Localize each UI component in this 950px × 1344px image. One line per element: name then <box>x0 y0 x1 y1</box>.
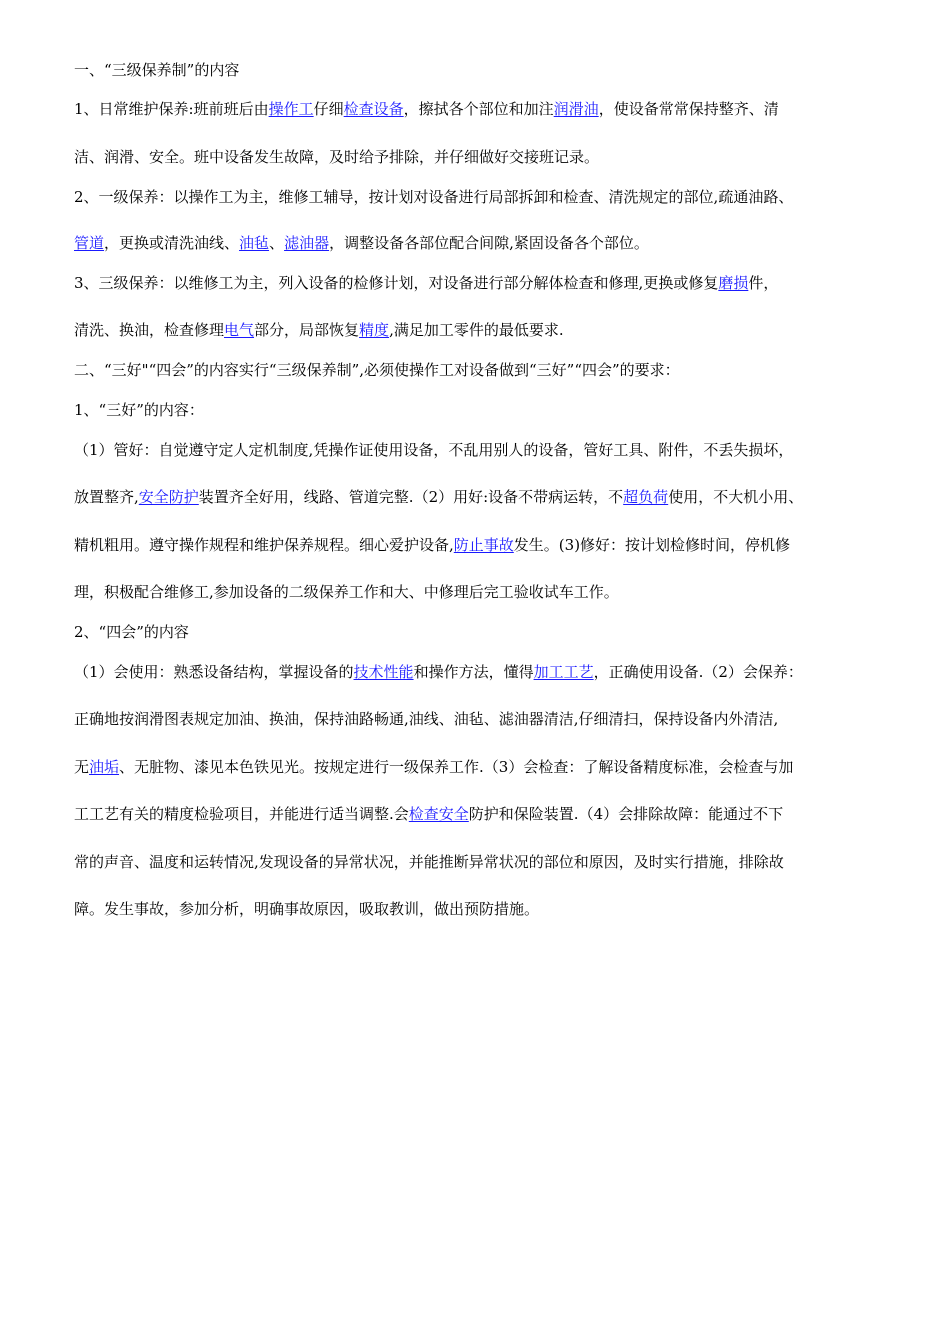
text: 放置整齐, <box>74 488 139 506</box>
text: 正确地按润滑图表规定加油、换油，保持油路畅通,油线、油毡、滤油器清洁,仔细清扫，保持设备内外清洁, <box>74 710 779 728</box>
text: ，更换或清洗油线、 <box>104 234 240 252</box>
text: ，正确使用设备.（2）会保养： <box>593 663 803 681</box>
text: 工工艺有关的精度检验项目，并能进行适当调整.会 <box>74 805 409 823</box>
text: 发生。(3)修好：按计划检修时间，停机修 <box>513 536 791 554</box>
text: 清洗、换油，检查修理 <box>74 321 225 339</box>
text: 防护和保险装置.（4）会排除故障：能通过不下 <box>468 805 784 823</box>
subsection-heading <box>74 622 189 642</box>
link-safety-protection[interactable]: 安全防护 <box>138 488 199 506</box>
subsection-heading <box>74 400 204 420</box>
paragraph-line <box>74 899 539 919</box>
section-heading-2 <box>74 360 680 380</box>
paragraph-line <box>74 187 793 207</box>
link-overload[interactable]: 超负荷 <box>623 488 669 506</box>
text: 障。发生事故，参加分析，明确事故原因，吸取教训，做出预防措施。 <box>74 900 540 918</box>
text: 使用，不大机小用、 <box>668 488 804 506</box>
link-oil-filter[interactable]: 滤油器 <box>284 234 330 252</box>
paragraph-line <box>74 273 778 293</box>
text: 和操作方法，懂得 <box>413 663 534 681</box>
text: 二、“三好"“四会”的内容实行“三级保养制”,必须使操作工对设备做到“三好”“四会”的要求： <box>74 361 680 379</box>
text: 理，积极配合维修工,参加设备的二级保养工作和大、中修理后完工验收试车工作。 <box>74 583 619 601</box>
paragraph-line <box>74 709 778 729</box>
paragraph-line <box>74 582 619 602</box>
paragraph-line <box>74 487 803 507</box>
text: 装置齐全好用，线路、管道完整.（2）用好:设备不带病运转，不 <box>198 488 624 506</box>
text: 洁、润滑、安全。班中设备发生故障，及时给予排除，并仔细做好交接班记录。 <box>74 148 600 166</box>
text: 常的声音、温度和运转情况,发现设备的异常状况，并能推断异常状况的部位和原因，及时实行措施，排除故 <box>74 853 784 871</box>
text: 2、一级保养：以操作工为主，维修工辅导，按计划对设备进行局部拆卸和检查、清洗规定的部位,疏通油路、 <box>74 188 794 206</box>
link-oil-felt[interactable]: 油毡 <box>239 234 270 252</box>
text: ，使设备常常保持整齐、清 <box>598 100 779 118</box>
text: ，调整设备各部位配合间隙,紧固设备各个部位。 <box>329 234 649 252</box>
text: 件， <box>748 274 779 292</box>
link-precision[interactable]: 精度 <box>359 321 390 339</box>
paragraph-line <box>74 147 599 167</box>
paragraph-line <box>74 662 803 682</box>
text: ，擦拭各个部位和加注 <box>403 100 554 118</box>
link-machining-process[interactable]: 加工工艺 <box>533 663 594 681</box>
link-inspect-equipment[interactable]: 检查设备 <box>343 100 404 118</box>
paragraph-line <box>74 535 790 555</box>
text: 、无脏物、漆见本色铁见光。按规定进行一级保养工作.（3）会检查：了解设备精度标准，会检查与加 <box>119 758 794 776</box>
text: 1、“三好”的内容： <box>74 401 204 419</box>
text: ,满足加工零件的最低要求. <box>389 321 564 339</box>
link-oil-dirt[interactable]: 油垢 <box>89 758 120 776</box>
paragraph-line <box>74 757 793 777</box>
link-pipeline[interactable]: 管道 <box>74 234 105 252</box>
text: 精机粗用。遵守操作规程和维护保养规程。细心爱护设备, <box>74 536 454 554</box>
paragraph-line <box>74 804 783 824</box>
text: 、 <box>269 234 285 252</box>
text: 3、三级保养：以维修工为主，列入设备的检修计划，对设备进行部分解体检查和修理,更换或修复 <box>74 274 719 292</box>
text: 2、“四会”的内容 <box>74 623 189 641</box>
paragraph-line <box>74 233 649 253</box>
link-accident-prevention[interactable]: 防止事故 <box>453 536 514 554</box>
text: 部分，局部恢复 <box>254 321 360 339</box>
text: 一、“三级保养制”的内容 <box>74 61 240 79</box>
link-operator[interactable]: 操作工 <box>268 100 314 118</box>
text: 1、日常维护保养:班前班后由 <box>74 100 269 118</box>
text: （1）管好：自觉遵守定人定机制度,凭操作证使用设备，不乱用别人的设备，管好工具、附件，不丢失损坏， <box>74 441 794 459</box>
paragraph-line <box>74 320 564 340</box>
link-safety-inspection[interactable]: 检查安全 <box>408 805 469 823</box>
link-electrical[interactable]: 电气 <box>224 321 255 339</box>
paragraph-line <box>74 440 793 460</box>
text: 仔细 <box>313 100 344 118</box>
text: （1）会使用：熟悉设备结构，掌握设备的 <box>74 663 354 681</box>
text: 无 <box>74 758 90 776</box>
link-lubricating-oil[interactable]: 润滑油 <box>553 100 599 118</box>
section-heading-1 <box>74 60 239 80</box>
paragraph-line <box>74 852 784 872</box>
link-technical-performance[interactable]: 技术性能 <box>353 663 414 681</box>
paragraph-line <box>74 99 779 119</box>
link-wear[interactable]: 磨损 <box>718 274 749 292</box>
